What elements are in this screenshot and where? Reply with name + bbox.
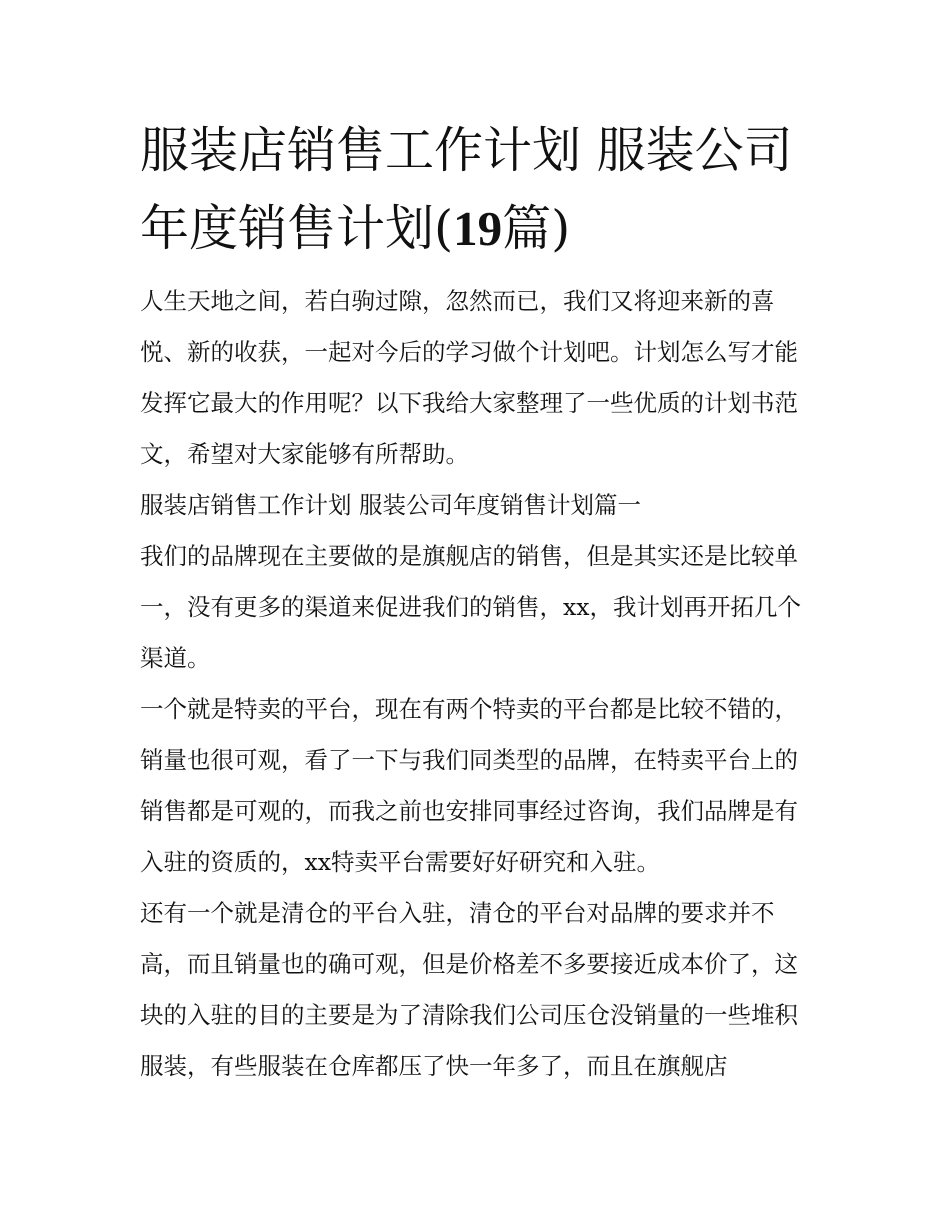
- intro-paragraph: 人生天地之间，若白驹过隙，忽然而已，我们又将迎来新的喜悦、新的收获，一起对今后的学习做个计划吧。计划怎么写才能发挥它最大的作用呢？以下我给大家整理了一些优质的计划书范文，希望对大家能够有所帮助。: [140, 287, 798, 468]
- document-body: [140, 112, 815, 1092]
- body-paragraph-1: 我们的品牌现在主要做的是旗舰店的销售，但是其实还是比较单一，没有更多的渠道来促进我们的销售，xx，我计划再开拓几个渠道。: [140, 542, 802, 672]
- title-line-1: 服装店销售工作计划 服装公司: [140, 122, 793, 179]
- section-heading: 服装店销售工作计划 服装公司年度销售计划篇一: [140, 491, 641, 519]
- body-paragraph-2: 一个就是特卖的平台，现在有两个特卖的平台都是比较不错的，销量也很可观，看了一下与我们同类型的品牌，在特卖平台上的销售都是可观的，而我之前也安排同事经过咨询，我们品牌是有入驻的资质的，xx特卖平台需要好好研究和入驻。: [140, 695, 798, 876]
- title-number: 19: [453, 201, 503, 256]
- document-title: [140, 112, 815, 268]
- title-line-2-suffix: 篇): [502, 200, 571, 257]
- title-line-2-prefix: 年度销售计划(: [140, 200, 454, 257]
- body-paragraph-3: 还有一个就是清仓的平台入驻，清仓的平台对品牌的要求并不高，而且销量也的确可观，但是价格差不多要接近成本价了，这块的入驻的目的主要是为了清除我们公司压仓没销量的一些堆积服装，有些服装在仓库都压了快一年多了，而且在旗舰店: [140, 899, 798, 1080]
